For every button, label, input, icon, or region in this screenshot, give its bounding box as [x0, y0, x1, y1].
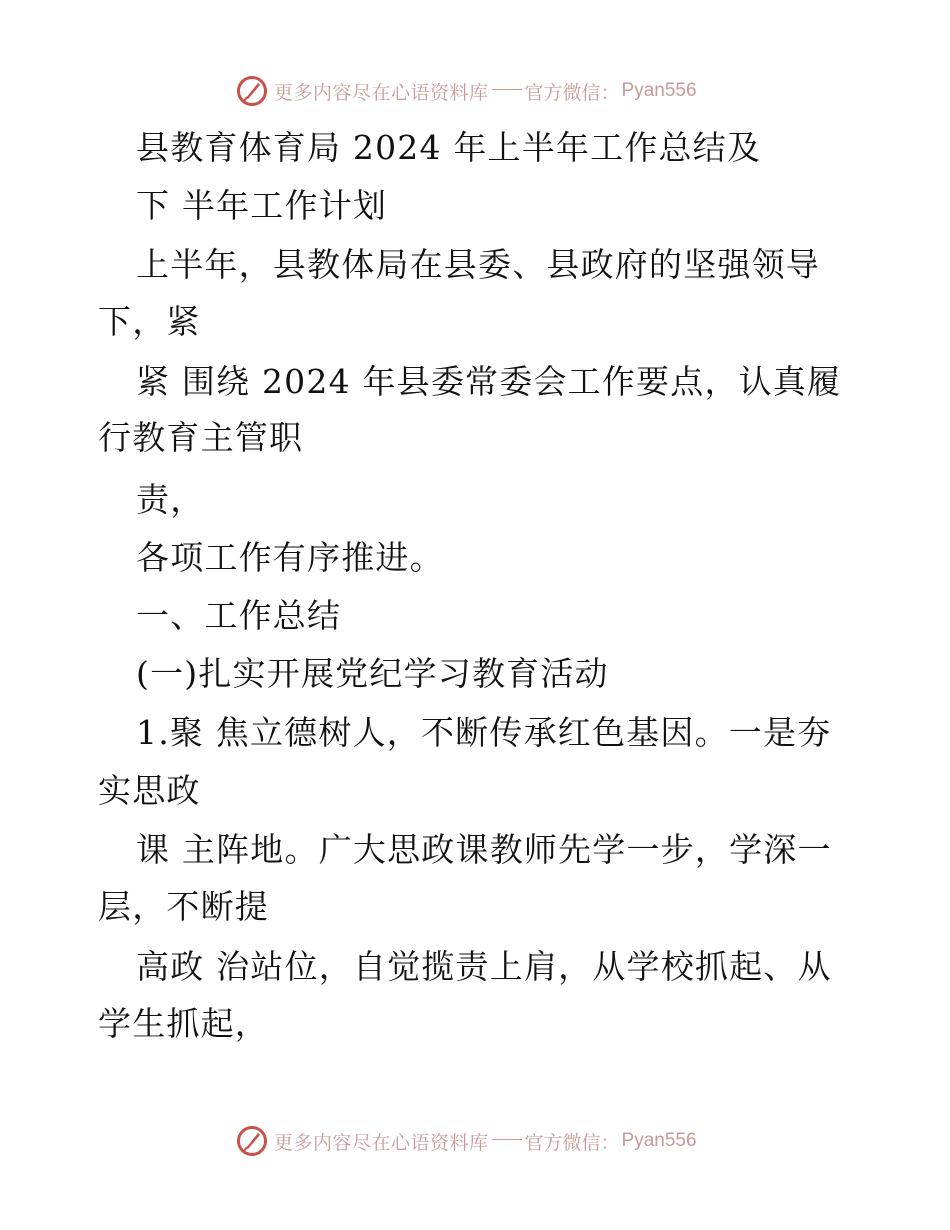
doc-line: 责，	[136, 480, 205, 519]
watermark-banner-bottom	[236, 1122, 697, 1160]
doc-line: 实思政	[98, 771, 201, 810]
quill-logo-icon	[236, 1125, 268, 1157]
watermark-dash	[492, 89, 522, 90]
doc-line: 1.聚 焦立德树人，不断传承红色基因。一是夯	[136, 713, 832, 752]
doc-title-line-2: 下 半年工作计划	[136, 186, 388, 225]
watermark-wechat-label: 官方微信：	[524, 1131, 620, 1154]
doc-line: 行教育主管职	[98, 418, 304, 457]
watermark-banner-top	[236, 72, 697, 110]
doc-line: 高政 治站位，自觉揽责上肩，从学校抓起、从	[136, 947, 832, 986]
subsection-heading: (一)扎实开展党纪学习教育活动	[136, 654, 609, 693]
doc-line: 课 主阵地。广大思政课教师先学一步，学深一	[136, 830, 832, 869]
doc-line: 紧 围绕 2024 年县委常委会工作要点，认真履	[136, 362, 842, 401]
doc-title-line-1: 县教育体育局 2024 年上半年工作总结及	[136, 128, 762, 167]
doc-line: 上半年，县教体局在县委、县政府的坚强领导	[136, 245, 820, 284]
watermark-wechat-id: Pyan556	[621, 80, 697, 101]
watermark-wechat-id: Pyan556	[621, 1130, 697, 1151]
watermark-text: 更多内容尽在心语资料库	[274, 81, 489, 104]
watermark-text: 更多内容尽在心语资料库	[274, 1131, 489, 1154]
doc-line: 学生抓起，	[98, 1004, 269, 1043]
doc-line: 下，紧	[98, 302, 201, 341]
watermark-wechat-label: 官方微信：	[524, 81, 620, 104]
doc-line: 层，不断提	[98, 887, 269, 926]
quill-logo-icon	[236, 75, 268, 107]
doc-line: 各项工作有序推进。	[136, 538, 444, 577]
watermark-dash	[492, 1139, 522, 1140]
section-heading: 一、工作总结	[136, 596, 342, 635]
